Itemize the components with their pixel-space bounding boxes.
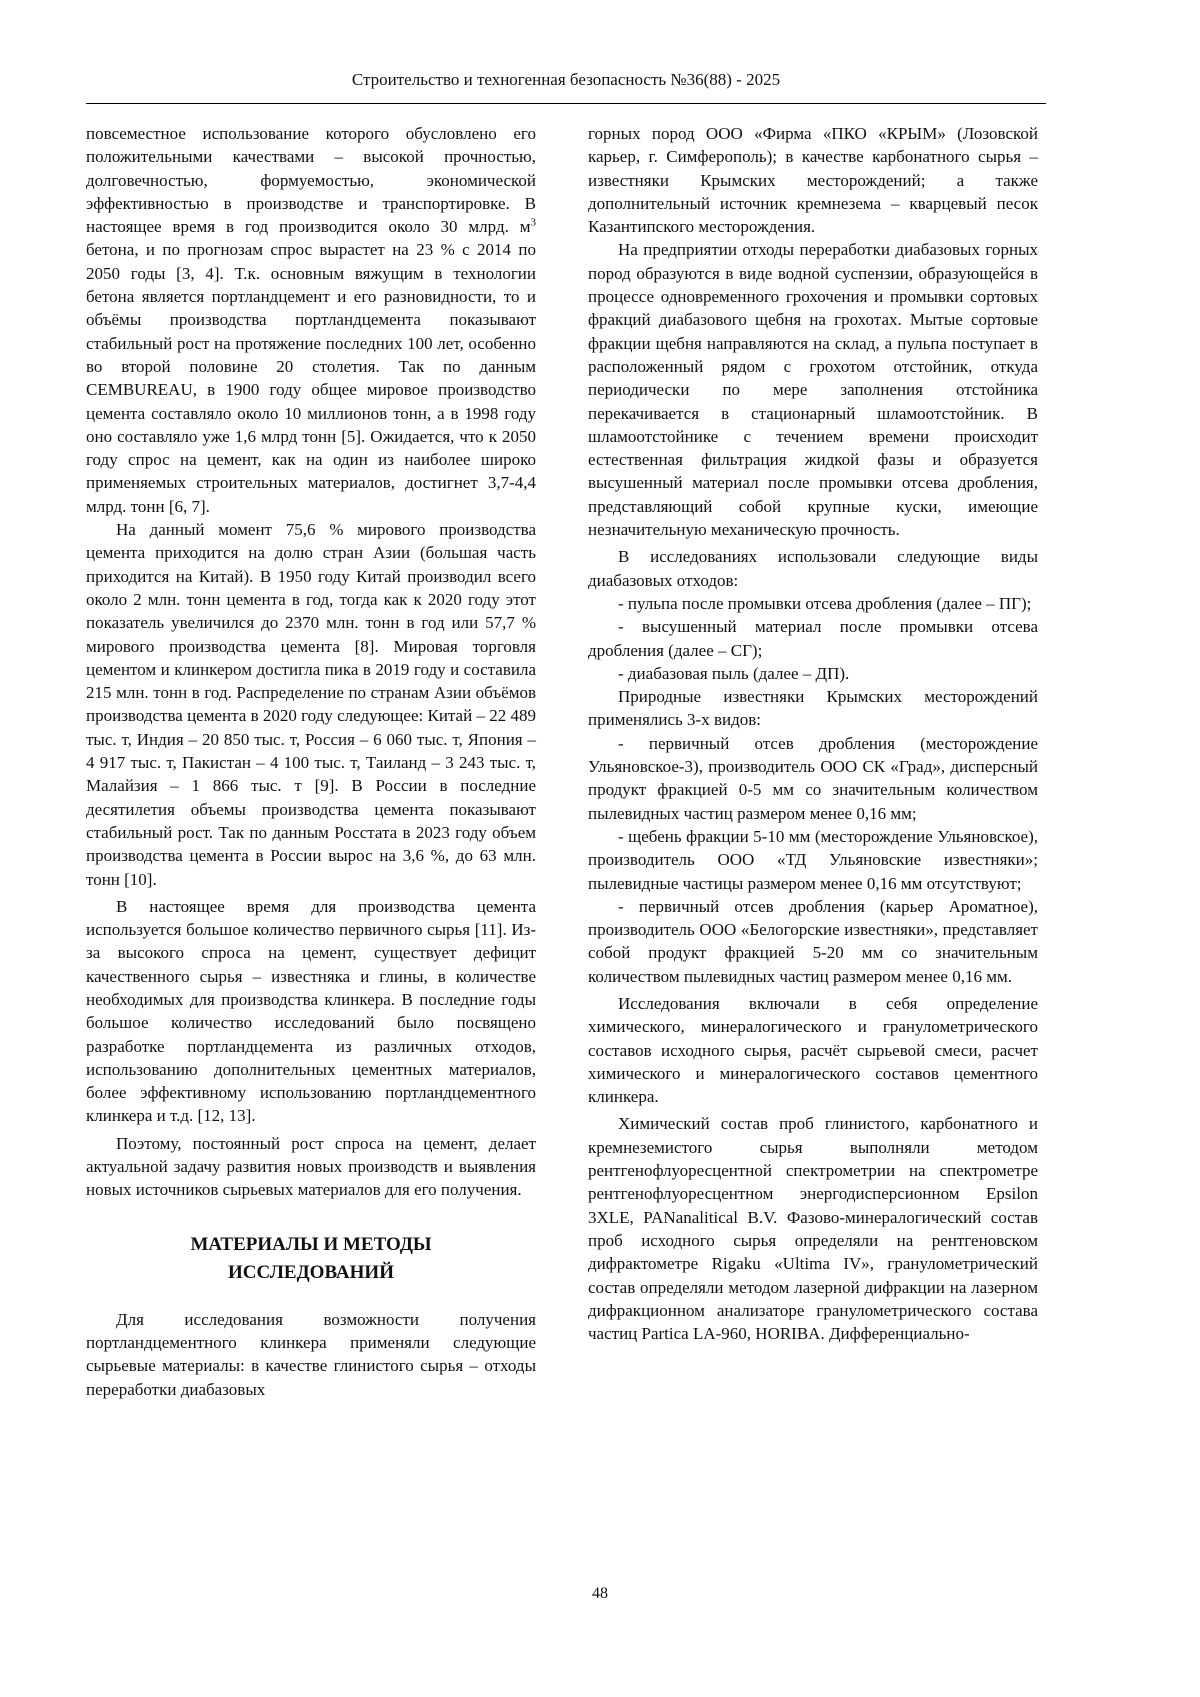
- section-title-line: ИССЛЕДОВАНИЙ: [228, 1261, 394, 1283]
- paragraph: На предприятии отходы переработки диабазовых горных пород образуются в виде водной суспензии, образующейся в процессе одновременного грохочения и промывки сортовых фракций диабазового щебня на грохотах. Мытые сортовые фракции щебня направляются на склад, а пульпа поступает в расположенный рядом с грохотом отстойник, откуда периодически по мере заполнения отстойника перекачивается в стационарный шламоотстойник. В шламоотстойнике с течением времени происходит естественная фильтрация жидкой фазы и образуется высушенный материал после промывки отсева дробления, представляющий собой крупные куски, имеющие незначительную механическую прочность.: [588, 240, 1038, 540]
- list-item: - диабазовая пыль (далее – ДП).: [618, 663, 850, 683]
- left-column: [86, 122, 536, 1401]
- list-item: - первичный отсев дробления (месторождение Ульяновское-3), производитель ООО СК «Град», дисперсный продукт фракцией 0-5 мм со значительным количеством пылевидных частиц размером менее 0,16 мм;: [588, 733, 1038, 823]
- page-number: 48: [592, 1585, 608, 1602]
- paragraph: На данный момент 75,6 % мирового производства цемента приходится на долю стран Азии (большая часть приходится на Китай). В 1950 году Китай производил всего около 2 млн. тонн цемента в год, тогда как к 2020 году этот показатель увеличился до 2370 млн. тонн в год или 57,7 % мирового производства цемента [8]. Мировая торговля цементом и клинкером достигла пика в 2019 году и составила 215 млн. тонн в год. Распределение по странам Азии объёмов производства цемента в 2020 году следующее: Китай – 22 489 тыс. т, Индия – 20 850 тыс. т, Россия – 6 060 тыс. т, Япония – 4 917 тыс. т, Пакистан – 4 100 тыс. т, Таиланд – 3 243 тыс. т, Малайзия – 1 866 тыс. т [9]. В России в последние десятилетия объемы производства цемента показывают стабильный рост. Так по данным Росстата в 2023 году объем производства цемента в России вырос на 3,6 %, до 63 млн. тонн [10].: [86, 520, 536, 889]
- paragraph: [86, 122, 536, 518]
- list-item: - пульпа после промывки отсева дробления (далее – ПГ);: [618, 593, 1032, 613]
- superscript: 3: [530, 216, 536, 229]
- list-item: - первичный отсев дробления (карьер Ароматное), производитель ООО «Белогорские известняки», представляет собой продукт фракцией 5-20 мм со значительным количеством пылевидных частиц размером менее 0,16 мм.: [588, 896, 1038, 986]
- list-item: - щебень фракции 5-10 мм (месторождение Ульяновское), производитель ООО «ТД Ульяновские известняки»; пылевидные частицы размером менее 0,16 мм отсутствуют;: [588, 826, 1038, 893]
- paragraph: В исследованиях использовали следующие виды диабазовых отходов:: [588, 547, 1038, 590]
- paragraph: горных пород ООО «Фирма «ПКО «КРЫМ» (Лозовской карьер, г. Симферополь); в качестве карбонатного сырья – известняки Крымских месторождений; а также дополнительный источник кремнезема – кварцевый песок Казантипского месторождения.: [588, 124, 1038, 237]
- paragraph: В настоящее время для производства цемента используется большое количество первичного сырья [11]. Из-за высокого спроса на цемент, существует дефицит качественного сырья – известняка и глины, в количестве необходимых для производства клинкера. В последние годы большое количество исследований было посвящено разработке портландцемента из различных отходов, использованию дополнительных цементных материалов, более эффективному использованию портландцементного клинкера и т.д. [12, 13].: [86, 896, 536, 1126]
- section-title-line: МАТЕРИАЛЫ И МЕТОДЫ: [190, 1233, 432, 1255]
- section-title: [86, 1231, 536, 1287]
- running-title: Строительство и техногенная безопасность №36(88) - 2025: [351, 70, 781, 89]
- paragraph: Природные известняки Крымских месторождений применялись 3-х видов:: [588, 687, 1038, 730]
- paragraph: Для исследования возможности получения портландцементного клинкера применяли следующие сырьевые материалы: в качестве глинистого сырья – отходы переработки диабазовых: [86, 1309, 536, 1399]
- paragraph: Исследования включали в себя определение химического, минералогического и гранулометрического составов исходного сырья, расчёт сырьевой смеси, расчет химического и минералогического составов цементного клинкера.: [588, 993, 1038, 1107]
- paragraph-text: бетона, и по прогнозам спрос вырастет на 23 % с 2014 по 2050 годы [3, 4]. Т.к. основным вяжущим в технологии бетона является портландцемент и его разновидности, то и объёмы производства портландцемента показывают стабильный рост на протяжение последних 100 лет, особенно во второй половине 20 столетия. Так по данным CEMBUREAU, в 1900 году общее мировое производство цемента составляло около 10 миллионов тонн, а в 1998 году оно составляло уже 1,6 млрд тонн [5]. Ожидается, что к 2050 году спрос на цемент, как на один из наиболее широко применяемых строительных материалов, достигнет 3,7-4,4 млрд. тонн [6, 7].: [86, 240, 536, 516]
- paragraph-text: повсеместное использование которого обусловлено его положительными качествами – высокой прочностью, долговечностью, формуемостью, экономической эффективностью в производстве и транспортировке. В настоящее время в год производится около 30 млрд. м: [86, 124, 536, 237]
- header-rule: [86, 103, 1046, 104]
- paragraph: Поэтому, постоянный рост спроса на цемент, делает актуальной задачу развития новых производств и выявления новых источников сырьевых материалов для его получения.: [86, 1133, 536, 1200]
- right-column: [588, 122, 1038, 1345]
- paragraph: Химический состав проб глинистого, карбонатного и кремнеземистого сырья выполняли методом рентгенофлуоресцентной спектрометрии на спектрометре рентгенофлуоресцентном энергодисперсионном Epsilon 3XLE, PANanalitical B.V. Фазово-минералогический состав проб исходного сырья определяли на рентгеновском дифрактометре Rigaku «Ultima IV», гранулометрический состав определяли методом лазерной дифракции на лазерном дифракционном анализаторе гранулометрического состава частиц Partica LA-960, HORIBA. Дифференциально-: [588, 1114, 1038, 1344]
- list-item: - высушенный материал после промывки отсева дробления (далее – СГ);: [588, 617, 1038, 660]
